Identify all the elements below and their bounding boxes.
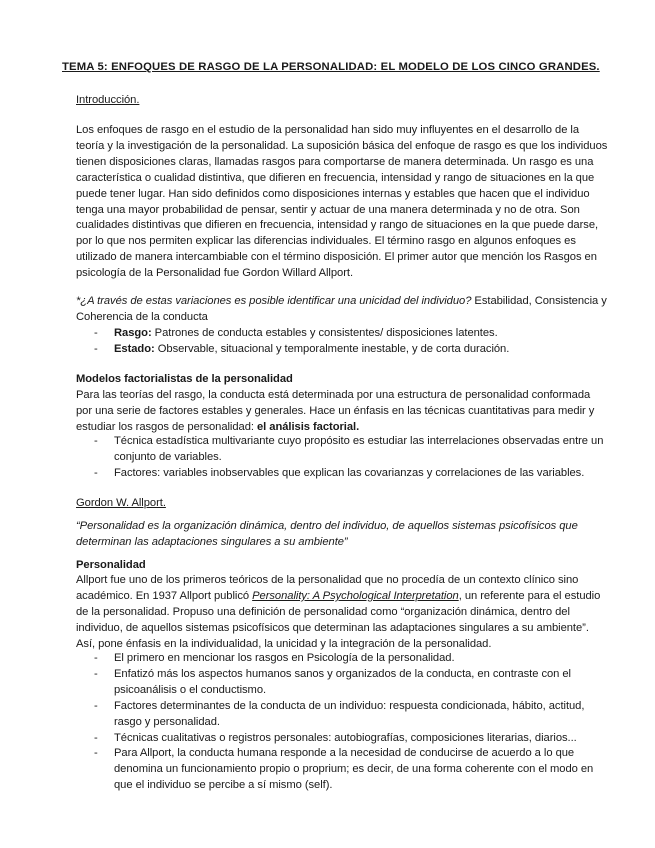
list-item: - Técnicas cualitativas o registros personales: autobiografías, composiciones literarias, diarios... xyxy=(76,731,608,747)
trait-state-list xyxy=(76,326,608,358)
intro-question xyxy=(76,294,608,326)
list-item: - Rasgo: Patrones de conducta estables y consistentes/ disposiciones latentes. xyxy=(76,326,608,342)
factorial-list xyxy=(76,434,621,482)
list-item: - El primero en mencionar los rasgos en Psicología de la personalidad. xyxy=(76,651,608,667)
term: Rasgo: xyxy=(114,327,152,339)
list-item: - Factores determinantes de la conducta de un individuo: respuesta condicionada, hábito, actitud, rasgo y personalidad. xyxy=(76,699,608,731)
intro-paragraph: Los enfoques de rasgo en el estudio de la personalidad han sido muy influyentes en el desarrollo de la teoría y la investigación de la personalidad. La suposición básica del enfoque de rasgo es que los individuos tienen disposiciones claras, llamadas rasgos para comportarse de manera determinada. Un rasgo es una característica o cualidad distintiva, que difieren en frecuencia, intensidad y rango de situaciones en la que puede tener lugar. Han sido definidos como disposiciones internas y estables que hacen que el individuo tenga una mayor probabilidad de pensar, sentir y actuar de una manera determinada y no de otra. Son cualidades distintivas que difieren en frecuencia, intensidad y rango de situaciones en la que puede darse, por lo que nos permiten explicar las diferencias individuales. El término rasgo en algunos enfoques es utilizado de manera intercambiable con el término disposición. El primer autor que mención los Rasgos en psicología de la Personalidad fue Gordon Willard Allport. xyxy=(76,124,608,280)
term: Estado: xyxy=(114,342,155,355)
book-title: Personality: A Psychological Interpretation xyxy=(252,589,459,602)
intro-question-italic: *¿A través de estas variaciones es posible identificar una unicidad del individuo? xyxy=(76,295,472,307)
list-item: - Estado: Observable, situacional y temporalmente inestable, y de corta duración. xyxy=(76,342,608,358)
intro-question-rest: Estabilidad, Consistencia y Coherencia de la conducta xyxy=(76,295,607,323)
allport-heading: Gordon W. Allport. xyxy=(76,497,166,509)
personalidad-heading: Personalidad xyxy=(76,559,146,571)
allport-list xyxy=(76,651,608,794)
list-item: - Factores: variables inobservables que explican las covarianzas y correlaciones de las variables. xyxy=(76,466,621,482)
factorial-heading: Modelos factorialistas de la personalidad xyxy=(76,373,293,385)
list-item: - Para Allport, la conducta humana responde a la necesidad de conducirse de acuerdo a lo que denomina un funcionamiento propio o proprium; es decir, de una forma coherente con el modo en que el individuo se percibe a sí mismo (self). xyxy=(76,746,608,794)
list-item: - Técnica estadística multivariante cuyo propósito es estudiar las interrelaciones observadas entre un conjunto de variables. xyxy=(76,434,621,466)
intro-heading: Introducción. xyxy=(76,94,140,106)
allport-quote: “Personalidad es la organización dinámica, dentro del individuo, de aquellos sistemas psicofísicos que determinan las adaptaciones singulares a su ambiente” xyxy=(76,520,578,548)
allport-paragraph: Allport fue uno de los primeros teóricos de la personalidad que no procedía de un contexto clínico sino académico. En 1937 Allport publicó Personality: A Psychological Interpretation, un referente para el estudio de la personalidad. Propuso una definición de personalidad como “organización dinámica, dentro del individuo, de aquellos sistemas psicofísicos que determinan las adaptaciones singulares a su ambiente”. Así, pone énfasis en la individualidad, la unicidad y la integración de la personalidad. xyxy=(76,574,601,650)
factorial-paragraph: Para las teorías del rasgo, la conducta está determinada por una estructura de personalidad conformada por una serie de factores estables y generales. Hace un énfasis en las técnicas cuantitativas para medir y estudiar los rasgos de personalidad: el análisis factorial. xyxy=(76,389,595,433)
document-title: TEMA 5: ENFOQUES DE RASGO DE LA PERSONALIDAD: EL MODELO DE LOS CINCO GRANDES. xyxy=(62,61,600,73)
list-item: - Enfatizó más los aspectos humanos sanos y organizados de la conducta, en contraste con el psicoanálisis o el conductismo. xyxy=(76,667,608,699)
factorial-emphasis: el análisis factorial. xyxy=(257,420,360,433)
